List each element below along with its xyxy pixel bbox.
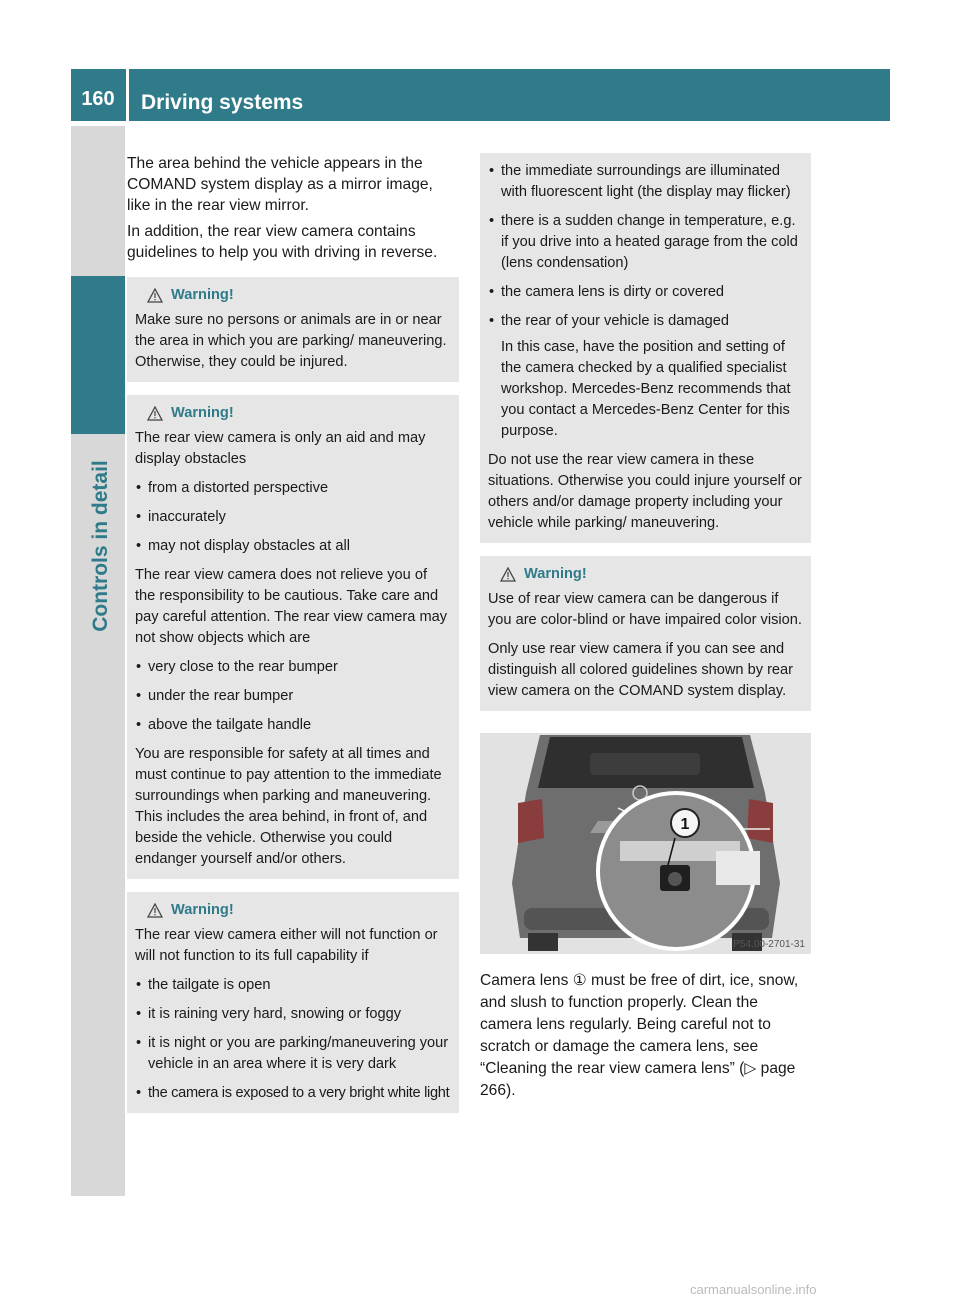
- list-item-text: the rear of your vehicle is damaged: [501, 313, 729, 329]
- warning-lead: The rear view camera either will not function or will not function to its full capability if: [135, 927, 438, 964]
- warning-text: Make sure no persons or animals are in or near the area in which you are parking/ maneuvering. Otherwise, they could be injured.: [135, 312, 447, 370]
- bullet-icon: •: [136, 480, 142, 496]
- bullet-icon: •: [136, 509, 142, 525]
- warning-box-2: [127, 395, 459, 879]
- intro-paragraph-2: In addition, the rear view camera contains guidelines to help you with driving in reverse.: [127, 223, 438, 261]
- list-item-text: the tailgate is open: [148, 977, 271, 993]
- page-number: 160: [81, 87, 115, 110]
- list-item-text: the camera is exposed to a very bright white light: [148, 1085, 450, 1101]
- list-item: [135, 1004, 451, 1025]
- image-caption: Camera lens ① must be free of dirt, ice, snow, and slush to function properly. Clean the camera lens regularly. Being careful not to scratch or damage the camera lens, see “Cleaning the rear view camera lens” (▷ page 266).: [480, 972, 799, 1099]
- image-code: P54.00-2701-31: [733, 939, 805, 950]
- side-tab: [71, 126, 125, 1196]
- bullet-icon: •: [136, 977, 142, 993]
- warning-box-1: [127, 277, 459, 382]
- warning-title: Warning!: [524, 566, 587, 582]
- warning-middle-text: The rear view camera does not relieve you of the responsibility to be cautious. Take care and pay careful attention. The rear view camera may not show objects which are: [135, 567, 448, 646]
- list-item-text: under the rear bumper: [148, 688, 294, 704]
- bullet-icon: •: [136, 1035, 142, 1051]
- bullet-icon: •: [136, 1085, 141, 1101]
- list-item: [135, 507, 451, 528]
- bullet-icon: •: [136, 659, 142, 675]
- side-tab-label: Controls in detail: [89, 460, 112, 632]
- list-item-text: it is raining very hard, snowing or foggy: [148, 1006, 402, 1022]
- list-item: [488, 211, 803, 274]
- warning-title: Warning!: [171, 902, 234, 918]
- rear-camera-illustration: [480, 733, 811, 954]
- bullet-icon: •: [489, 313, 495, 329]
- rear-camera-photo: [480, 733, 811, 954]
- callout-number: 1: [680, 816, 690, 833]
- bullet-icon: •: [136, 538, 142, 554]
- list-item: [135, 1083, 451, 1104]
- list-item-text: very close to the rear bumper: [148, 659, 338, 675]
- conditions-box: [480, 153, 811, 543]
- warning-header: [488, 564, 803, 585]
- list-item: [488, 282, 803, 303]
- bullet-icon: •: [489, 163, 495, 179]
- list-item-text: above the tailgate handle: [148, 717, 312, 733]
- list-item: [135, 536, 451, 557]
- list-item-text: inaccurately: [148, 509, 226, 525]
- list-item-text: the camera lens is dirty or covered: [501, 284, 725, 300]
- right-column: [480, 153, 811, 1102]
- list-item-text: may not display obstacles at all: [148, 538, 350, 554]
- header-divider: [126, 69, 129, 121]
- warning-box-3: [127, 892, 459, 1113]
- bullet-icon: •: [489, 284, 495, 300]
- list-item: [135, 1033, 451, 1075]
- warning-triangle-icon: [147, 903, 163, 918]
- list-item: [135, 657, 451, 678]
- warning-triangle-icon: [147, 406, 163, 421]
- bullet-icon: •: [136, 1006, 142, 1022]
- list-item: [135, 715, 451, 736]
- list-item: [488, 161, 803, 203]
- watermark: carmanualsonline.info: [690, 1282, 817, 1297]
- warning-box-4: [480, 556, 811, 711]
- warning-title: Warning!: [171, 405, 234, 421]
- list-item-text: the immediate surroundings are illuminated with fluorescent light (the display may flicker): [501, 163, 791, 200]
- conditions-text: Do not use the rear view camera in these situations. Otherwise you could injure yourself or others and/or damage property including your vehicle while parking/ maneuvering.: [488, 452, 802, 531]
- warning-text-2: Only use rear view camera if you can see and distinguish all colored guidelines shown by rear view camera on the COMAND system display.: [488, 641, 794, 699]
- intro-paragraph-1: The area behind the vehicle appears in the COMAND system display as a mirror image, like in the rear view mirror.: [127, 155, 433, 214]
- bullet-icon: •: [136, 717, 142, 733]
- list-item: [135, 975, 451, 996]
- warning-title: Warning!: [171, 287, 234, 303]
- bullet-icon: •: [136, 688, 142, 704]
- warning-text-1: Use of rear view camera can be dangerous if you are color-blind or have impaired color vision.: [488, 591, 802, 628]
- list-item-text: there is a sudden change in temperature, e.g. if you drive into a heated garage from the cold (lens condensation): [501, 213, 798, 271]
- left-column: [127, 153, 459, 1126]
- side-tab-band: [71, 276, 125, 434]
- list-item: [135, 478, 451, 499]
- warning-triangle-icon: [147, 288, 163, 303]
- page-header: [71, 69, 890, 121]
- list-item-subtext: In this case, have the position and setting of the camera checked by a qualified specialist workshop. Mercedes-Benz recommends that you contact a Mercedes-Benz Center for this purpose.: [501, 339, 791, 439]
- list-item-text: from a distorted perspective: [148, 480, 329, 496]
- warning-header: [135, 285, 451, 306]
- bullet-icon: •: [489, 213, 495, 229]
- section-title: Driving systems: [141, 91, 304, 114]
- warning-lead: The rear view camera is only an aid and may display obstacles: [135, 430, 426, 467]
- list-item: [488, 311, 803, 442]
- warning-header: [135, 900, 451, 921]
- warning-end-text: You are responsible for safety at all times and must continue to pay attention to the immediate surroundings when parking and maneuvering. This includes the area behind, in front of, and beside the vehicle. Otherwise you could endanger yourself and/or others.: [135, 746, 442, 867]
- warning-header: [135, 403, 451, 424]
- list-item: [135, 686, 451, 707]
- list-item-text: it is night or you are parking/maneuvering your vehicle in an area where it is very dark: [148, 1035, 449, 1072]
- warning-triangle-icon: [500, 567, 516, 582]
